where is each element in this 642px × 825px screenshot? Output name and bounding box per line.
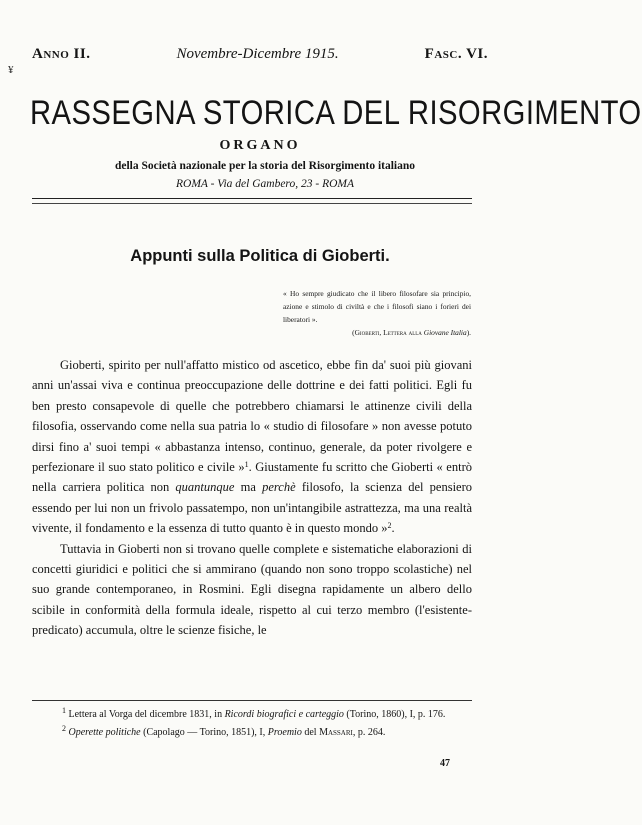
epigraph [283, 287, 471, 339]
address-line: ROMA - Via del Gambero, 23 - ROMA [176, 178, 354, 190]
fascicle-label: Fasc. VI. [424, 46, 488, 62]
volume-label: Anno II. [32, 46, 91, 62]
footnotes [32, 706, 472, 742]
footnote-rule [32, 700, 472, 701]
footnote-ref: 1 [244, 460, 249, 470]
running-head [32, 46, 488, 63]
epigraph-author: (Gioberti, [352, 328, 382, 337]
organo-label: ORGANO [219, 138, 301, 153]
footnote-ref: 2 [387, 521, 392, 531]
masthead-divider [32, 198, 472, 199]
footnote: $^2$ Operette politiche (Capolago — Torino, 1851), I, Proemio del Massari, p. 264. [62, 724, 386, 738]
article-title: Appunti sulla Politica di Gioberti. [130, 247, 390, 265]
paragraph: Gioberti, spirito per null'affatto mistico od ascetico, ebbe fin da' suoi più giovani anni un'assai viva e continua preoccupazione delle dottrine e dei fatti politici. Egli fu ben presto consapevole di quelle che potrebbero chiamarsi le attinenze civili della filosofia, osservando come nella sua patria lo « studio di filosofare » non avesse potuto dirsi fino a' suoi tempi « abbastanza intenso, continuo, generale, da poter rivolgere e perfezionare il suo stato politico e civile »$^1$. Giustamente fu scritto che Gioberti « entrò nella carriera politica non quantunque ma perchè filosofo, la scienza del pensiero essendo per lui non un frivolo passatempo, non un'intangibile astrattezza, ma una realtà vivente, il fondamento e la essenza di tutto quanto è in questo mondo »$^2$. [32, 358, 473, 536]
epigraph-quote: « Ho sempre giudicato che il libero filosofare sia principio, azione e stimolo di civiltà e che i filosofi siano i forieri dei liberatori ». [283, 289, 471, 324]
footnote: $^1$ Lettera al Vorga del dicembre 1831, in Ricordi biografici e carteggio (Torino, 1860), I, p. 176. [62, 706, 446, 720]
paragraph: Tuttavia in Gioberti non si trovano quelle complete e sistematiche elaborazioni di concetti giuridici e politici che si ammirano (quando non sono troppo scolastiche) nel suo grande contemporaneo, in Rosmini. Egli disegna rapidamente un albero dello scibile in conformità della formula ideale, rispetto al cui terzo membro (l'esistente-predicato) accumula, oltre le scienze fisiche, le [32, 541, 472, 638]
article-body [32, 355, 472, 641]
masthead-divider-thin [32, 203, 472, 204]
society-line: della Società nazionale per la storia del Risorgimento italiano [114, 160, 416, 172]
epigraph-end: ). [466, 328, 471, 337]
journal-title: RASSEGNA STORICA DEL RISORGIMENTO [30, 94, 642, 132]
stray-mark: ¥ [8, 64, 14, 76]
epigraph-work-prefix: Lettera alla [383, 328, 422, 337]
issue-date: Novembre-Dicembre 1915. [176, 46, 339, 62]
epigraph-source [283, 326, 471, 339]
epigraph-work: Giovane Italia [423, 328, 467, 337]
page-number: 47 [440, 758, 450, 769]
